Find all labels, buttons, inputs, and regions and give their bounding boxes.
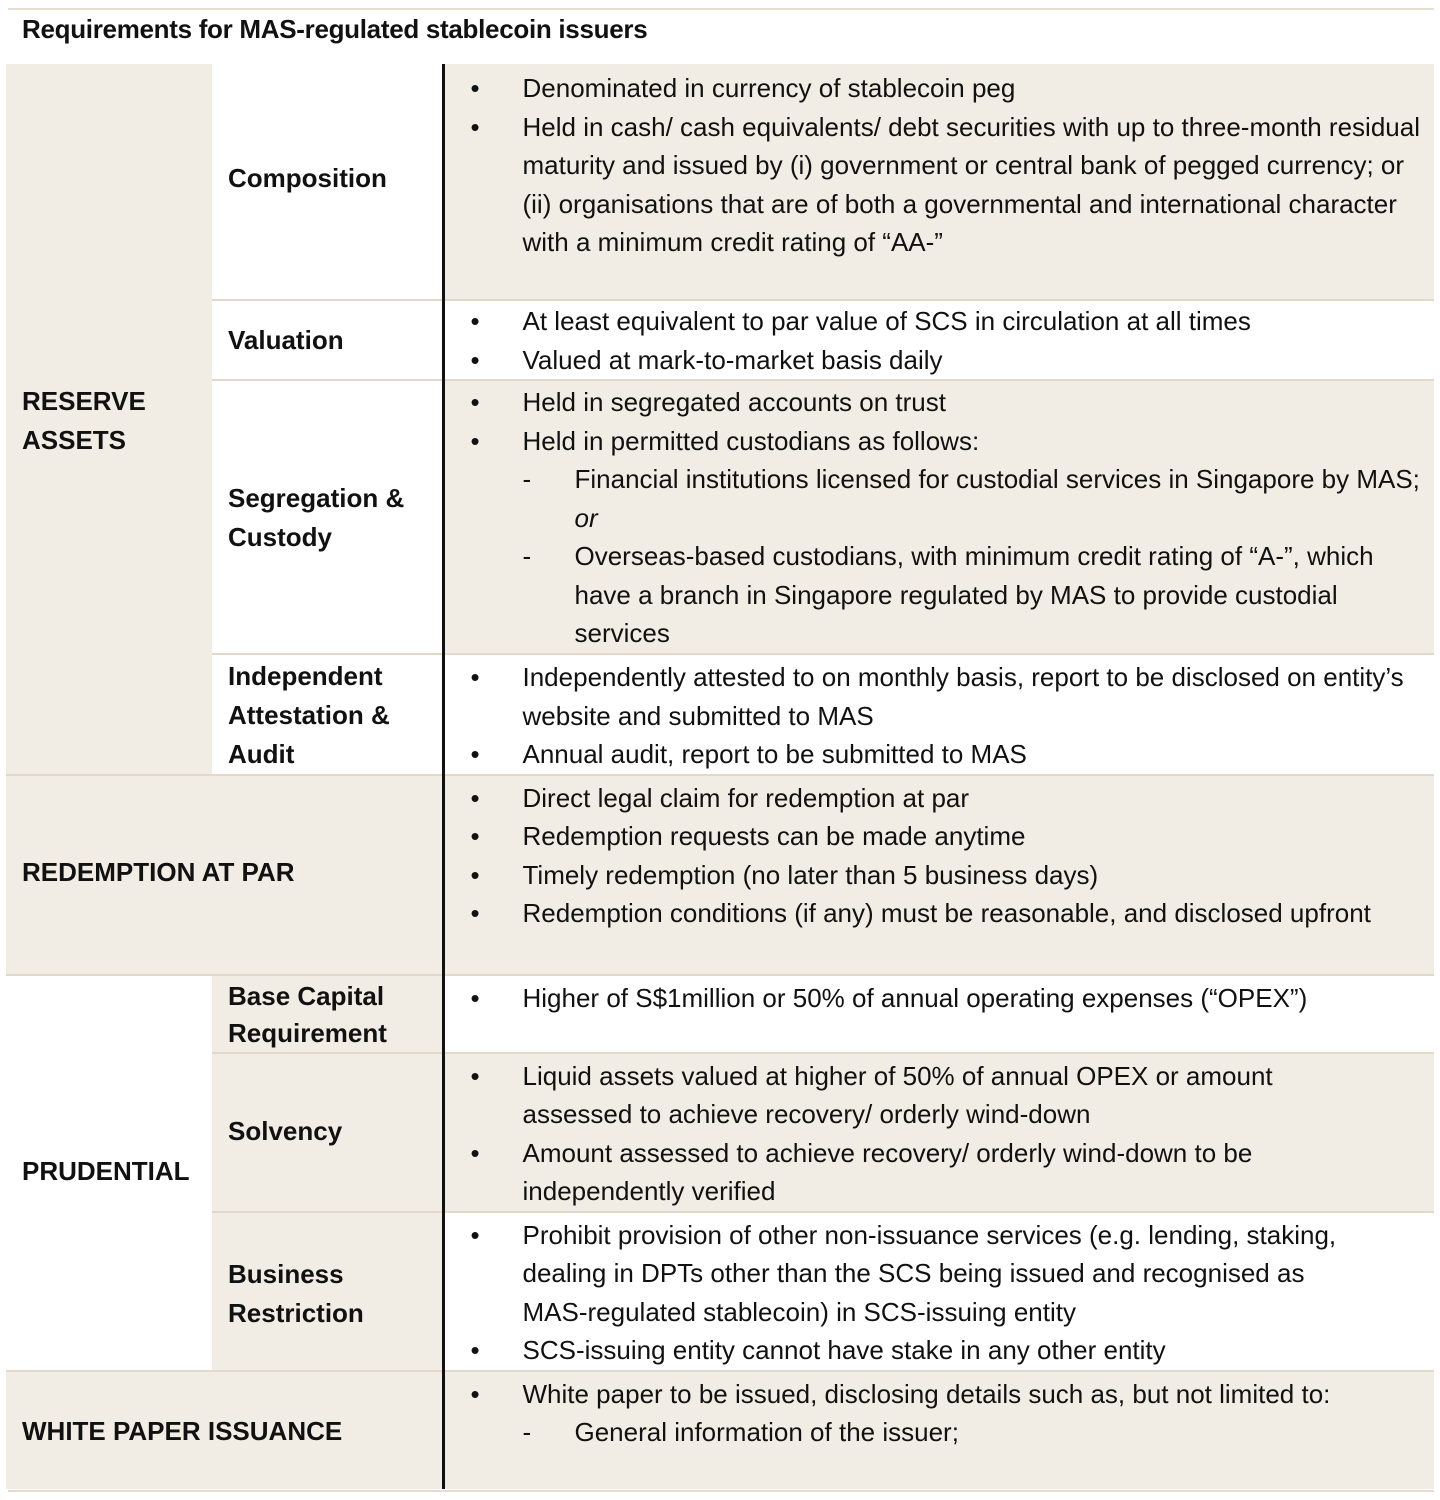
base-capital-content: [443, 975, 1434, 1053]
base-capital-label-1: Base Capital: [228, 980, 385, 1011]
business-label-cell: [212, 1212, 443, 1371]
title-top-rule: [8, 8, 1434, 10]
business-content: [443, 1212, 1434, 1371]
list-item: • Higher of S$1million or 50% of annual operating expenses (“OPEX”): [445, 979, 1435, 1018]
list-item: • Redemption conditions (if any) must be reasonable, and disclosed upfront: [445, 894, 1435, 933]
audit-label-1: Independent: [228, 661, 383, 691]
list-item: • Annual audit, report to be submitted to MAS: [445, 735, 1435, 774]
solvency-label-cell: [212, 1053, 443, 1212]
composition-label-cell: [212, 64, 443, 300]
whitepaper-sublist: [445, 1413, 1435, 1452]
list-item: • Liquid assets valued at higher of 50% of annual OPEX or amount assessed to achieve recovery/ orderly wind-down: [445, 1057, 1435, 1134]
row-base-capital: [6, 975, 1434, 1053]
composition-label: Composition: [228, 163, 387, 193]
sub-list-item: - Overseas-based custodians, with minimum credit rating of “A-”, which have a branch in Singapore regulated by MAS to provide custodial services: [445, 537, 1435, 653]
custody-content: [443, 380, 1434, 654]
business-label-1: Business: [228, 1258, 344, 1289]
whitepaper-label: WHITE PAPER ISSUANCE: [22, 1415, 343, 1446]
prudential-cell: [6, 975, 212, 1371]
base-capital-list: [445, 979, 1435, 1018]
custody-sublist: [445, 460, 1435, 653]
sub-list-item: - General information of the issuer;: [445, 1413, 1435, 1452]
list-item: • Held in permitted custodians as follows:: [445, 422, 1435, 461]
solvency-list: [445, 1057, 1435, 1211]
list-item: • Prohibit provision of other non-issuance services (e.g. lending, staking, dealing in DPTs other than the SCS being issued and recognised as MAS-regulated stablecoin) in SCS-issuing entity: [445, 1216, 1435, 1332]
composition-content: [443, 64, 1434, 300]
row-valuation: [6, 300, 1434, 380]
list-item: • Timely redemption (no later than 5 business days): [445, 856, 1435, 895]
custody-label-2: Custody: [228, 522, 332, 552]
base-capital-label-2: Requirement: [228, 1017, 387, 1048]
bottom-rule: [8, 1490, 1434, 1492]
solvency-content: [443, 1053, 1434, 1212]
redemption-content: [443, 775, 1434, 975]
row-whitepaper: [6, 1371, 1434, 1489]
whitepaper-label-cell: [6, 1371, 443, 1489]
whitepaper-content: [443, 1371, 1434, 1489]
redemption-label-cell: [6, 775, 443, 975]
business-list: [445, 1216, 1435, 1370]
row-audit: [6, 654, 1434, 775]
row-composition: [6, 64, 1434, 300]
row-custody: [6, 380, 1434, 654]
custody-label-cell: [212, 380, 443, 654]
reserve-assets-label-2: ASSETS: [22, 425, 127, 455]
solvency-label: Solvency: [228, 1115, 343, 1146]
sub-list-item: - Financial institutions licensed for custodial services in Singapore by MAS; or: [445, 460, 1435, 537]
list-item: • Independently attested to on monthly basis, report to be disclosed on entity’s website and submitted to MAS: [445, 658, 1435, 735]
reserve-assets-label-1: RESERVE: [22, 386, 146, 416]
page-title: Requirements for MAS-regulated stablecoin issuers: [22, 14, 648, 44]
valuation-label-cell: [212, 300, 443, 380]
row-solvency: [6, 1053, 1434, 1212]
valuation-content: [443, 300, 1434, 380]
list-item: • White paper to be issued, disclosing details such as, but not limited to:: [445, 1375, 1435, 1414]
list-item: • At least equivalent to par value of SCS in circulation at all times: [445, 302, 1435, 341]
list-item: • Redemption requests can be made anytime: [445, 817, 1435, 856]
audit-list: [445, 658, 1435, 774]
composition-list: [445, 69, 1435, 262]
list-item: • Held in segregated accounts on trust: [445, 383, 1435, 422]
audit-label-cell: [212, 654, 443, 775]
whitepaper-list: [445, 1375, 1435, 1414]
list-item: • Held in cash/ cash equivalents/ debt securities with up to three-month residual maturity and issued by (i) government or central bank of pegged currency; or (ii) organisations that are of both a governmental and international character with a minimum credit rating of “AA-”: [445, 108, 1435, 262]
audit-label-2: Attestation &: [228, 700, 390, 730]
list-item: • Denominated in currency of stablecoin peg: [445, 69, 1435, 108]
row-redemption: [6, 775, 1434, 975]
audit-label-3: Audit: [228, 739, 295, 769]
list-item: • Direct legal claim for redemption at par: [445, 779, 1435, 818]
reserve-assets-cell: [6, 64, 212, 775]
business-label-2: Restriction: [228, 1297, 364, 1328]
custody-list: [445, 383, 1435, 460]
custody-label-1: Segregation &: [228, 483, 405, 513]
valuation-label: Valuation: [228, 325, 344, 355]
list-item: • Valued at mark-to-market basis daily: [445, 341, 1435, 380]
valuation-list: [445, 302, 1435, 379]
base-capital-label-cell: [212, 975, 443, 1053]
prudential-label: PRUDENTIAL: [22, 1155, 190, 1186]
list-item: • Amount assessed to achieve recovery/ orderly wind-down to be independently verified: [445, 1134, 1435, 1211]
redemption-label: REDEMPTION AT PAR: [22, 856, 295, 887]
audit-content: [443, 654, 1434, 775]
requirements-table: [6, 64, 1434, 1489]
list-item: • SCS-issuing entity cannot have stake in any other entity: [445, 1331, 1435, 1370]
redemption-list: [445, 779, 1435, 933]
row-business: [6, 1212, 1434, 1371]
